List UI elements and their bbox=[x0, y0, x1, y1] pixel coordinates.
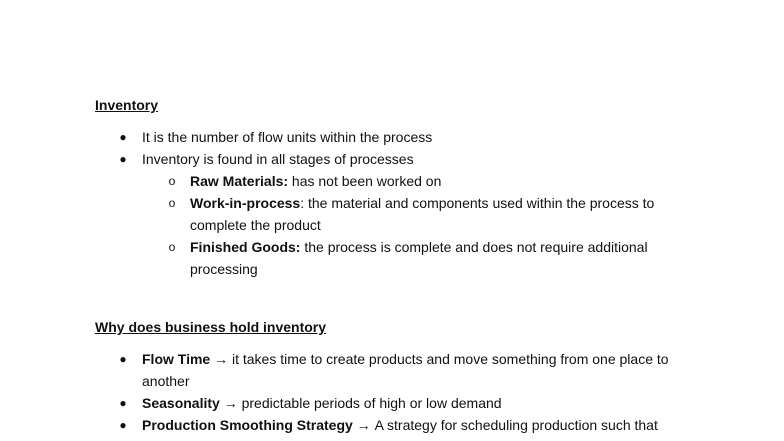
term-description: it takes time to create products and move something from one place to another bbox=[142, 351, 669, 389]
term-description: predictable periods of high or low demand bbox=[241, 395, 502, 411]
inventory-bullet-list bbox=[119, 126, 702, 280]
right-arrow-icon: → bbox=[352, 417, 375, 433]
term-label: Work-in-process bbox=[190, 195, 301, 211]
term-description: A strategy for scheduling production such that bbox=[374, 417, 658, 433]
sublist-item bbox=[168, 192, 680, 236]
bullet-icon: ● bbox=[119, 396, 127, 410]
right-arrow-icon: → bbox=[219, 395, 242, 411]
list-item-text: It is the number of flow units within the process bbox=[142, 129, 433, 145]
bullet-icon: ● bbox=[119, 130, 127, 144]
hollow-bullet-icon: o bbox=[168, 240, 176, 254]
list-item bbox=[119, 126, 702, 148]
term-description: the process is complete and does not require additional processing bbox=[190, 239, 648, 277]
right-arrow-icon: → bbox=[210, 351, 232, 367]
term-description: has not been worked on bbox=[288, 173, 442, 189]
term-label: Raw Materials: bbox=[190, 173, 289, 189]
bullet-icon: ● bbox=[119, 352, 127, 366]
sublist-item bbox=[168, 170, 680, 192]
sublist-item bbox=[168, 236, 680, 280]
term-description: : the material and components used within the process to complete the product bbox=[190, 195, 655, 233]
term-label: Production Smoothing Strategy bbox=[142, 417, 353, 433]
hollow-bullet-icon: o bbox=[168, 196, 176, 210]
list-item-text: Inventory is found in all stages of processes bbox=[142, 151, 414, 167]
inventory-stages-sublist bbox=[168, 170, 680, 280]
reasons-bullet-list bbox=[119, 348, 702, 436]
hollow-bullet-icon: o bbox=[168, 174, 176, 188]
term-label: Seasonality bbox=[142, 395, 220, 411]
term-label: Finished Goods: bbox=[190, 239, 301, 255]
list-item bbox=[119, 414, 702, 436]
section-heading-inventory: Inventory bbox=[95, 97, 159, 113]
section-heading-why-hold-inventory: Why does business hold inventory bbox=[95, 319, 327, 335]
list-item bbox=[119, 392, 702, 414]
term-label: Flow Time bbox=[142, 351, 211, 367]
list-item bbox=[119, 348, 702, 392]
bullet-icon: ● bbox=[119, 152, 127, 166]
bullet-icon: ● bbox=[119, 418, 127, 432]
list-item bbox=[119, 148, 702, 280]
